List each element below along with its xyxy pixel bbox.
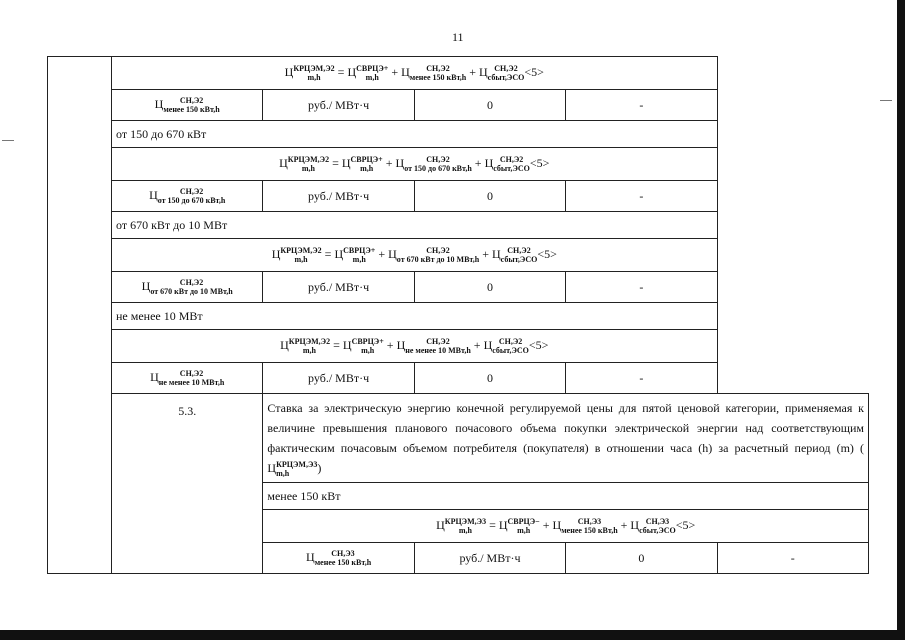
item-number: 5.3. bbox=[112, 394, 263, 574]
parameter-cell bbox=[112, 90, 263, 121]
price-symbol: Ц СВРЦЭ+ m,h bbox=[347, 64, 389, 82]
value-cell: 0 bbox=[414, 363, 565, 394]
formula-cell: Ц КРЦЭМ,Э3 m,h = Ц СВРЦЭ− m,h + Ц СН,Э3 менее 150 кВт,h + Ц СН,Э3 сбыт,ЭСО <5> bbox=[263, 510, 869, 543]
section-label: не менее 10 МВт bbox=[112, 303, 718, 330]
price-symbol: Ц СВРЦЭ+ m,h bbox=[334, 246, 376, 264]
unit-cell: руб./ МВт·ч bbox=[263, 90, 414, 121]
price-symbol: Ц КРЦЭМ,Э2 m,h bbox=[284, 64, 335, 82]
dash-cell: - bbox=[566, 90, 717, 121]
price-symbol: Ц СН,Э2 не менее 10 МВт,h bbox=[396, 337, 471, 355]
section-label: от 670 кВт до 10 МВт bbox=[112, 212, 718, 239]
dash-cell: - bbox=[566, 272, 717, 303]
page-edge-right bbox=[897, 0, 905, 640]
dash-cell: - bbox=[717, 543, 868, 574]
price-symbol: Ц СН,Э3 менее 150 кВт,h bbox=[552, 517, 618, 536]
section-label: менее 150 кВт bbox=[263, 483, 869, 510]
page-number: 11 bbox=[452, 30, 464, 44]
unit-cell: руб./ МВт·ч bbox=[263, 272, 414, 303]
price-symbol: Ц КРЦЭМ,Э3 m,h bbox=[436, 517, 487, 536]
value-cell: 0 bbox=[414, 272, 565, 303]
price-symbol: Ц СН,Э3 сбыт,ЭСО bbox=[630, 517, 676, 536]
price-symbol: Ц СН,Э2 сбыт,ЭСО bbox=[479, 64, 525, 82]
section-label: от 150 до 670 кВт bbox=[112, 121, 718, 148]
price-symbol: Ц КРЦЭМ,Э2 m,h bbox=[271, 246, 322, 264]
price-symbol: Ц СН,Э2 менее 150 кВт,h bbox=[401, 64, 467, 82]
value-cell: 0 bbox=[566, 543, 717, 574]
price-symbol: Ц СВРЦЭ+ m,h bbox=[342, 337, 384, 355]
formula-cell: Ц КРЦЭМ,Э2 m,h = Ц СВРЦЭ+ m,h + Ц СН,Э2 от 150 до 670 кВт,h + Ц СН,Э2 сбыт,ЭСО <5> bbox=[112, 148, 718, 181]
scan-mark bbox=[2, 140, 14, 141]
price-symbol: Ц СВРЦЭ+ m,h bbox=[341, 155, 383, 173]
unit-cell: руб./ МВт·ч bbox=[263, 363, 414, 394]
price-symbol: Ц СН,Э2 от 670 кВт до 10 МВт,h bbox=[141, 278, 233, 296]
price-symbol: Ц КРЦЭМ,Э3 m,h bbox=[267, 460, 318, 479]
parameter-cell bbox=[263, 543, 414, 574]
price-symbol: Ц СН,Э3 менее 150 кВт,h bbox=[306, 549, 372, 568]
formula-cell: Ц КРЦЭМ,Э2 m,h = Ц СВРЦЭ+ m,h + Ц СН,Э2 не менее 10 МВт,h + Ц СН,Э2 сбыт,ЭСО <5> bbox=[112, 330, 718, 363]
price-symbol: Ц СН,Э2 сбыт,ЭСО bbox=[484, 155, 530, 173]
price-symbol: Ц СВРЦЭ− m,h bbox=[498, 517, 540, 536]
price-symbol: Ц СН,Э2 от 150 до 670 кВт,h bbox=[149, 187, 226, 205]
price-symbol: Ц СН,Э2 сбыт,ЭСО bbox=[492, 246, 538, 264]
price-symbol: Ц КРЦЭМ,Э2 m,h bbox=[279, 155, 330, 173]
parameter-cell bbox=[112, 363, 263, 394]
formula-cell: Ц КРЦЭМ,Э2 m,h = Ц СВРЦЭ+ m,h + Ц СН,Э2 менее 150 кВт,h + Ц СН,Э2 сбыт,ЭСО <5> bbox=[112, 57, 718, 90]
price-symbol: Ц СН,Э2 менее 150 кВт,h bbox=[154, 96, 220, 114]
item-description: Ставка за электрическую энергию конечной регулируемой цены для пятой ценовой категории, применяемая к величине превышения планового почасового объема покупки электрической энергии над соответствующим фактическим почасовым объемом потребителя (покупателя) в отношении часа (h) за расчетный период (m) (Ц КРЦЭМ,Э3 m,h ) bbox=[263, 394, 869, 483]
scan-mark bbox=[880, 100, 892, 101]
page-edge-bottom bbox=[0, 630, 905, 640]
item-number-cell bbox=[48, 57, 112, 574]
parameter-cell bbox=[112, 272, 263, 303]
unit-cell: руб./ МВт·ч bbox=[263, 181, 414, 212]
parameter-cell bbox=[112, 181, 263, 212]
price-symbol: Ц СН,Э2 сбыт,ЭСО bbox=[483, 337, 529, 355]
unit-cell: руб./ МВт·ч bbox=[414, 543, 565, 574]
formula-cell: Ц КРЦЭМ,Э2 m,h = Ц СВРЦЭ+ m,h + Ц СН,Э2 от 670 кВт до 10 МВт,h + Ц СН,Э2 сбыт,ЭСО <5> bbox=[112, 239, 718, 272]
price-symbol: Ц СН,Э2 от 670 кВт до 10 МВт,h bbox=[388, 246, 480, 264]
price-symbol: Ц СН,Э2 от 150 до 670 кВт,h bbox=[395, 155, 472, 173]
value-cell: 0 bbox=[414, 90, 565, 121]
value-cell: 0 bbox=[414, 181, 565, 212]
tariff-table bbox=[47, 56, 869, 574]
price-symbol: Ц СН,Э2 не менее 10 МВт,h bbox=[150, 369, 225, 387]
dash-cell: - bbox=[566, 181, 717, 212]
price-symbol: Ц КРЦЭМ,Э2 m,h bbox=[280, 337, 331, 355]
dash-cell: - bbox=[566, 363, 717, 394]
